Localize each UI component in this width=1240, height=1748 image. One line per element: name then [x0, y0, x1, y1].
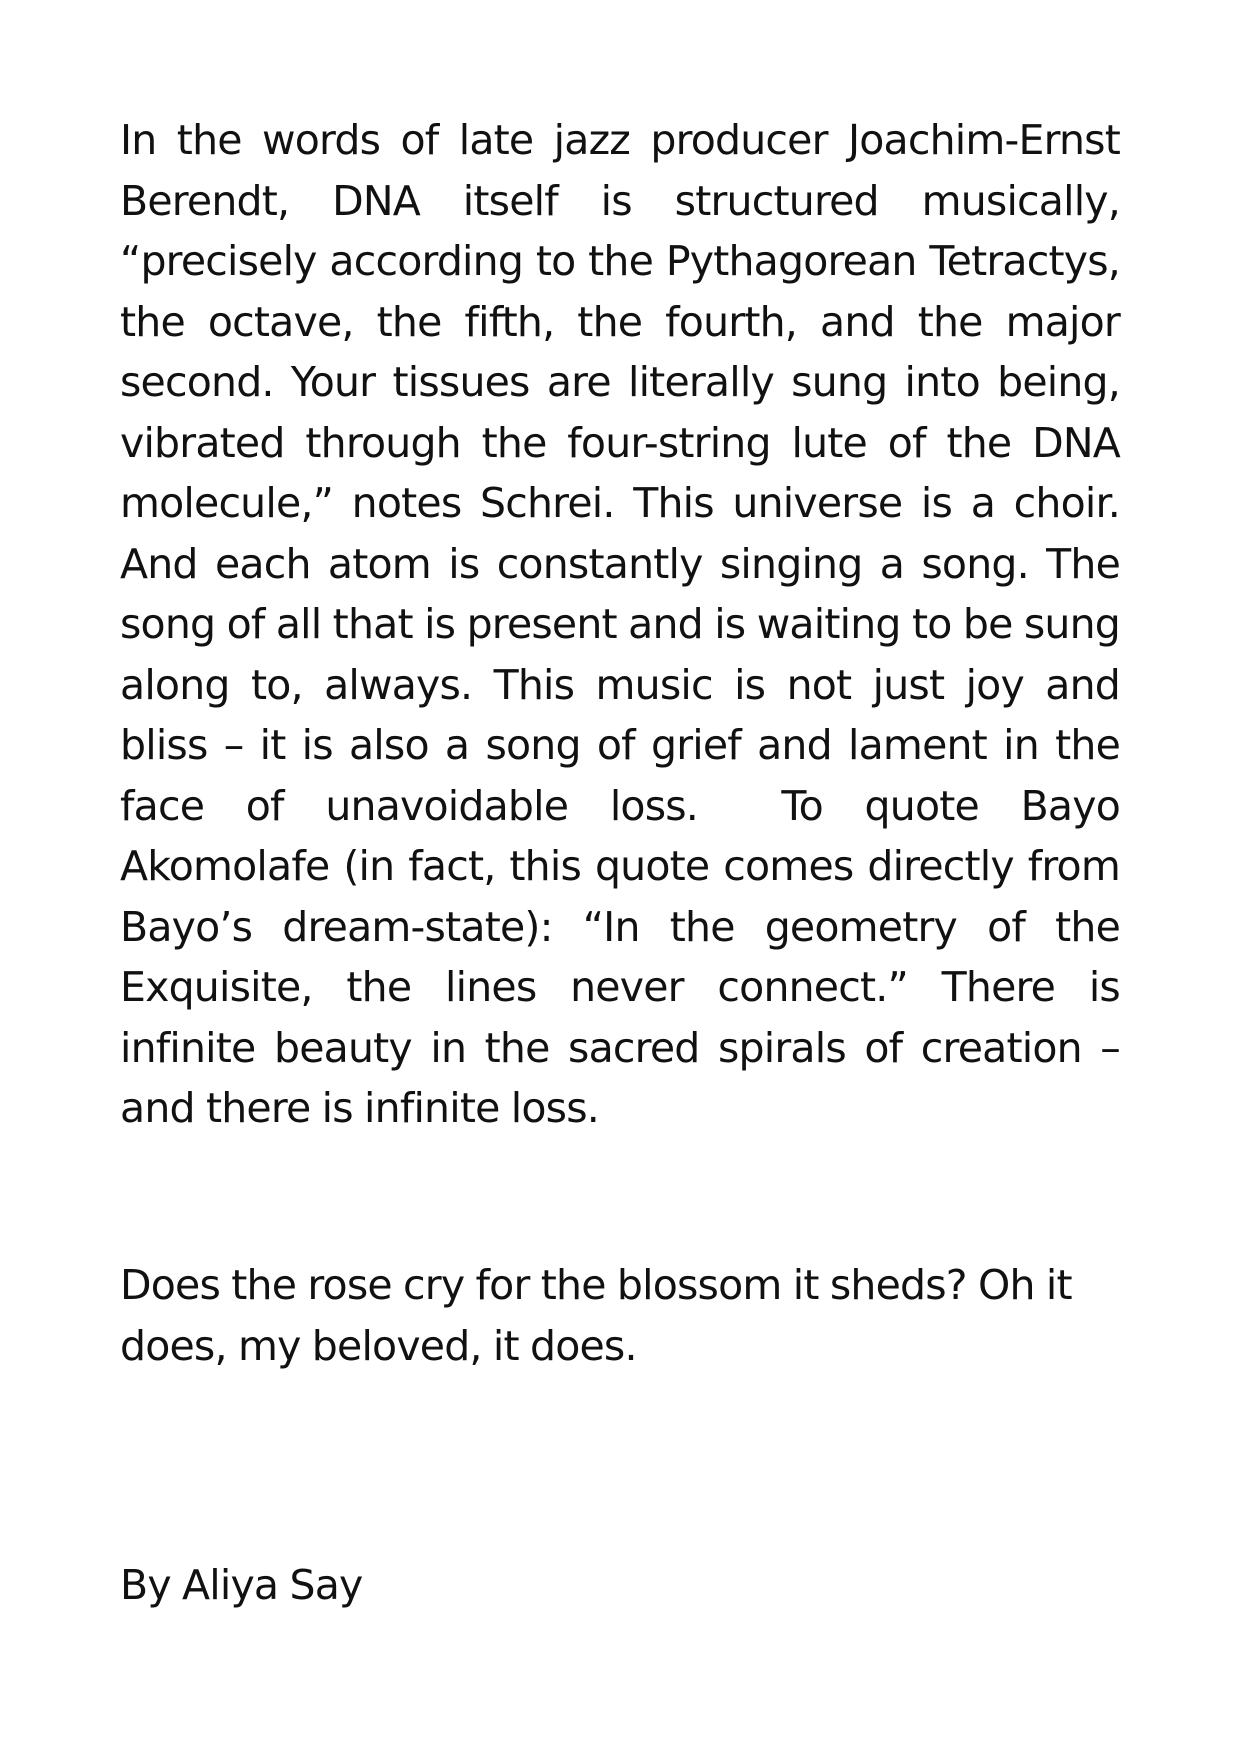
- author-byline: By Aliya Say: [120, 1561, 363, 1609]
- body-paragraph: In the words of late jazz producer Joachim-Ernst Berendt, DNA itself is structured musically, “precisely according to the Pythagorean Tetractys, the octave, the fifth, the fourth, and the major second. Your tissues are literally sung into being, vibrated through the four-string lute of the DNA molecule,” notes Schrei. This universe is a choir. And each atom is constantly singing a song. The song of all that is present and is waiting to be sung along to, always. This music is not just joy and bliss – it is also a song of grief and lament in the face of unavoidable loss. To quote Bayo Akomolafe (in fact, this quote comes directly from Bayo’s dream-state): “In the geometry of the Exquisite, the lines never connect.” There is infinite beauty in the sacred spirals of creation – and there is infinite loss.: [120, 116, 1120, 1132]
- closing-question: Does the rose cry for the blossom it sheds? Oh it does, my beloved, it does.: [120, 1261, 1072, 1370]
